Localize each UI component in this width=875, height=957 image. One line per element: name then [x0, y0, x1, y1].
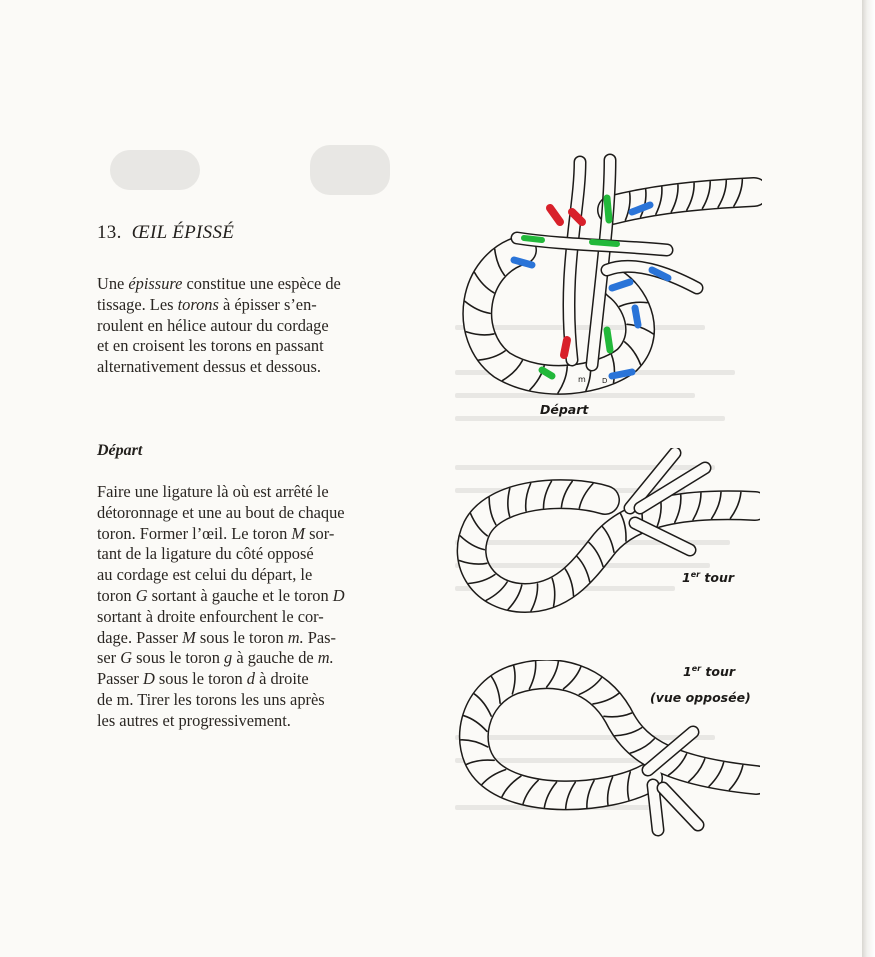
italic-term: g: [224, 648, 233, 668]
italic-term: G: [120, 648, 133, 668]
section-title-text: ŒIL ÉPISSÉ: [131, 222, 235, 243]
depart-line: Faire une ligature là où est arrêté le: [97, 482, 329, 501]
depart-line: toron G sortant à gauche et le toron D: [97, 585, 345, 605]
first-tour-opposite-caption: 1er tour: [683, 664, 736, 680]
intro-line: roulent en hélice autour du cordage: [97, 315, 329, 335]
first-tour-figure: [455, 448, 760, 623]
depart-line: tant de la ligature du côté opposé: [97, 544, 314, 564]
depart-line: de m. Tirer les torons les uns après: [97, 689, 325, 709]
intro-line: tissage. Les torons à épisser s’en-: [97, 294, 317, 314]
section-title: [97, 222, 234, 244]
italic-term: épissure: [128, 274, 183, 293]
italic-term: M: [182, 627, 196, 647]
depart-line: sortant à droite enfourchent le cor-: [97, 606, 324, 626]
depart-line: au cordage est celui du départ, le: [97, 565, 313, 585]
first-tour-opposite-figure: [458, 660, 760, 845]
show-through-drawing: [110, 140, 410, 210]
depart-line: dage. Passer M sous le toron m. Pas-: [97, 627, 337, 647]
first-tour-caption: 1er tour: [682, 570, 735, 586]
strand-label-m: m: [578, 375, 586, 384]
italic-term: M: [291, 523, 306, 543]
italic-term: m.: [287, 627, 304, 647]
depart-heading: Départ: [97, 442, 143, 459]
depart-line: les autres et progressivement.: [97, 710, 291, 730]
depart-figure: [452, 150, 762, 395]
opposite-view-caption: (vue opposée): [650, 690, 751, 705]
intro-paragraph: [97, 274, 422, 378]
depart-line: Passer D sous le toron d à droite: [97, 669, 309, 689]
intro-line: et en croisent les torons en passant: [97, 336, 324, 356]
italic-term: D: [142, 669, 155, 689]
strand-label-d: D: [602, 377, 608, 385]
depart-line: détoronnage et une au bout de chaque: [97, 502, 345, 522]
italic-term: d: [246, 669, 255, 689]
intro-line: Une épissure constitue une espèce de: [97, 274, 341, 293]
italic-term: m.: [317, 648, 334, 668]
italic-term: G: [135, 585, 148, 605]
depart-figure-caption: Départ: [540, 402, 589, 417]
page-edge: [862, 0, 875, 957]
italic-term: D: [332, 585, 345, 605]
italic-term: torons: [177, 294, 219, 314]
depart-paragraph: [97, 482, 422, 732]
depart-line: toron. Former l’œil. Le toron M sor-: [97, 523, 335, 543]
intro-line: alternativement dessus et dessous.: [97, 357, 321, 377]
depart-line: ser G sous le toron g à gauche de m.: [97, 648, 334, 668]
section-number: 13.: [97, 222, 122, 243]
